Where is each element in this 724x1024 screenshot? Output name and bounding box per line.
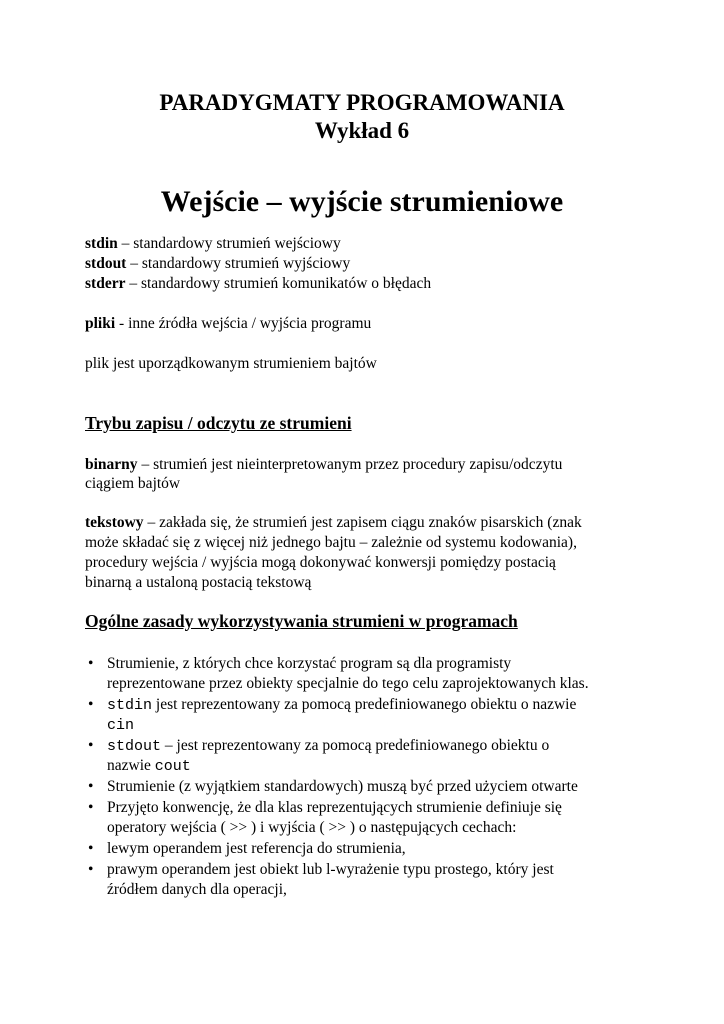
bullet-2-text: jest reprezentowany za pomocą predefiniowanego obiektu o nazwie (152, 696, 577, 713)
binary-term: binarny (85, 456, 138, 473)
bullet-marker: • (88, 861, 94, 878)
text-line-4: binarną a ustaloną postacią tekstową (85, 574, 312, 591)
bullet-5-line-1: Przyjęto konwencję, że dla klas reprezentujących strumienie definiuje się (107, 799, 562, 816)
code-cout: cout (154, 758, 191, 775)
binary-line-2: ciągiem bajtów (85, 475, 181, 492)
bullet-3-text-2: nazwie (107, 757, 155, 774)
bullet-marker: • (88, 799, 94, 816)
bullet-5-line-2: operatory wejścia ( >> ) i wyjścia ( >> ) o następujących cechach: (107, 819, 517, 836)
bullet-marker: • (88, 655, 94, 672)
bullet-3-line-1 (107, 736, 549, 758)
bullet-4: Strumienie (z wyjątkiem standardowych) muszą być przed użyciem otwarte (107, 778, 578, 795)
stream-name: stderr (85, 275, 126, 292)
files-desc: - inne źródła wejścia / wyjścia programu (115, 315, 372, 332)
bullet-1-line-1: Strumienie, z których chce korzystać program są dla programisty (107, 655, 512, 672)
stream-desc: – standardowy strumień wyjściowy (126, 255, 351, 272)
text-line-2: może składać się z więcej niż jednego bajtu – zależnie od systemu kodowania), (85, 534, 577, 551)
course-title: PARADYGMATY PROGRAMOWANIA (159, 90, 565, 115)
rules-heading: Ogólne zasady wykorzystywania strumieni w programach (85, 611, 518, 631)
code-cin: cin (107, 717, 135, 734)
bullet-1-line-2: reprezentowane przez obiekty specjalnie do tego celu zaprojektowanych klas. (107, 675, 589, 692)
bullet-7-line-2: źródłem danych dla operacji, (107, 881, 287, 898)
stream-line-stdout (85, 254, 350, 274)
text-term: tekstowy (85, 514, 144, 531)
files-line (85, 314, 371, 334)
lecture-number: Wykład 6 (314, 118, 410, 143)
stream-desc: – standardowy strumień komunikatów o błędach (125, 275, 432, 292)
bullet-3-text: – jest reprezentowany za pomocą predefiniowanego obiektu o (161, 737, 550, 754)
stream-line-stdin (85, 234, 341, 254)
stream-name: stdout (85, 255, 127, 272)
bullet-2-line-2 (107, 715, 134, 737)
binary-line-1 (85, 455, 562, 475)
text-line-1 (85, 513, 582, 533)
bullet-marker: • (88, 737, 94, 754)
bullet-marker: • (88, 696, 94, 713)
bullet-6: lewym operandem jest referencja do strumienia, (107, 840, 406, 857)
files-term: pliki (85, 315, 116, 332)
text-line-3: procedury wejścia / wyjścia mogą dokonywać konwersji pomiędzy postacią (85, 554, 556, 571)
bullet-7-line-1: prawym operandem jest obiekt lub l-wyrażenie typu prostego, który jest (107, 861, 554, 878)
stream-desc: – standardowy strumień wejściowy (117, 235, 341, 252)
topic-heading: Wejście – wyjście strumieniowe (160, 185, 564, 218)
code-stdout: stdout (107, 738, 162, 755)
binary-desc: – strumień jest nieinterpretowanym przez procedury zapisu/odczytu (137, 456, 563, 473)
stream-name: stdin (85, 235, 118, 252)
modes-heading: Trybu zapisu / odczytu ze strumieni (85, 413, 352, 433)
bullet-2-line-1 (107, 695, 576, 717)
stream-line-stderr (85, 274, 431, 294)
files-sentence: plik jest uporządkowanym strumieniem bajtów (85, 355, 377, 372)
text-desc: – zakłada się, że strumień jest zapisem ciągu znaków pisarskich (znak (143, 514, 582, 531)
bullet-marker: • (88, 778, 94, 795)
bullet-3-line-2 (107, 756, 191, 778)
code-stdin: stdin (107, 697, 153, 714)
bullet-marker: • (88, 840, 94, 857)
